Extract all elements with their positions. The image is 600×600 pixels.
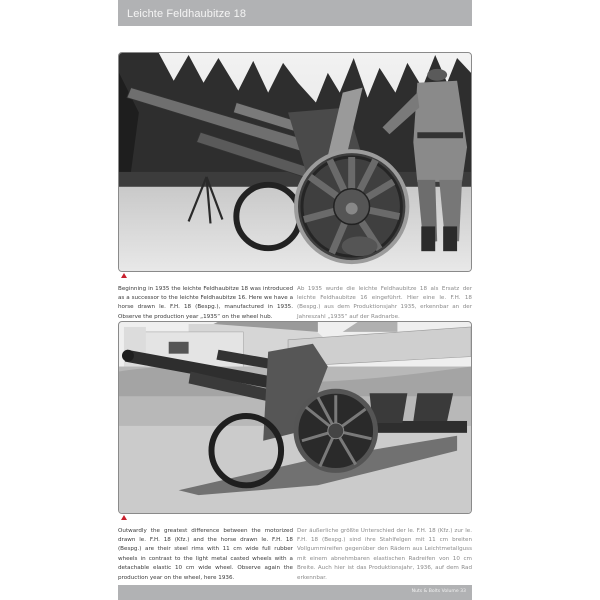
caption-english-1: Beginning in 1935 the leichte Feldhaubitze 18 was introduced as a successor to the leichte Feldhaubitze 16. Here we have a horse drawn le. F.H. 18 (Bespg.), manufactured in 1935. Observe the production year „1935“ on the wheel hub. (118, 285, 293, 320)
caption-german-1: Ab 1935 wurde die leichte Feldhaubitze 18 als Ersatz der leichte Feldhaubitze 16 eingeführt. Hier eine le. F.H. 18 (Bespg.) aus dem Produktionsjahr 1935, erkennbar an der Jahreszahl „1935“ auf der Radnarbe. (297, 285, 472, 320)
photo-howitzer-yard (119, 322, 471, 513)
photo-top (118, 52, 472, 272)
footer-series-label: Nuts & Bolts Volume 33 (411, 589, 466, 594)
caption-marker-icon (121, 515, 127, 520)
photo-bottom (118, 321, 472, 514)
steel-wheel (296, 391, 376, 470)
page-title: Leichte Feldhaubitze 18 (127, 8, 247, 20)
caption-marker-icon (121, 273, 127, 278)
photo-howitzer-meadow (119, 53, 471, 271)
footer-bar (118, 585, 472, 600)
header-bar (118, 0, 472, 26)
caption-english-2: Outwardly the greatest difference between the motorized drawn le. F.H. 18 (Kfz.) and the horse drawn le. F.H. 18 (Bespg.) are their steel rims with 11 cm wide full rubber wheels in contrast to the light metal casted wheels with a detachable elastic 10 cm wide wheel. Observe again the production year on the wheel, here 1936. (118, 527, 293, 581)
caption-german-2: Der äußerliche größte Unterschied der le. F.H. 18 (Kfz.) zur le. F.H. 18 (Bespg.) sind ihre Stahlfelgen mit 11 cm breiten Vollgummireifen gegenüber den Rädern aus Leichtmetallguss mit einem abnehmbaren elastischen Radreifen von 10 cm Breite. Auch hier ist das Produktionsjahr, 1936, auf dem Rad erkennbar. (297, 527, 472, 581)
